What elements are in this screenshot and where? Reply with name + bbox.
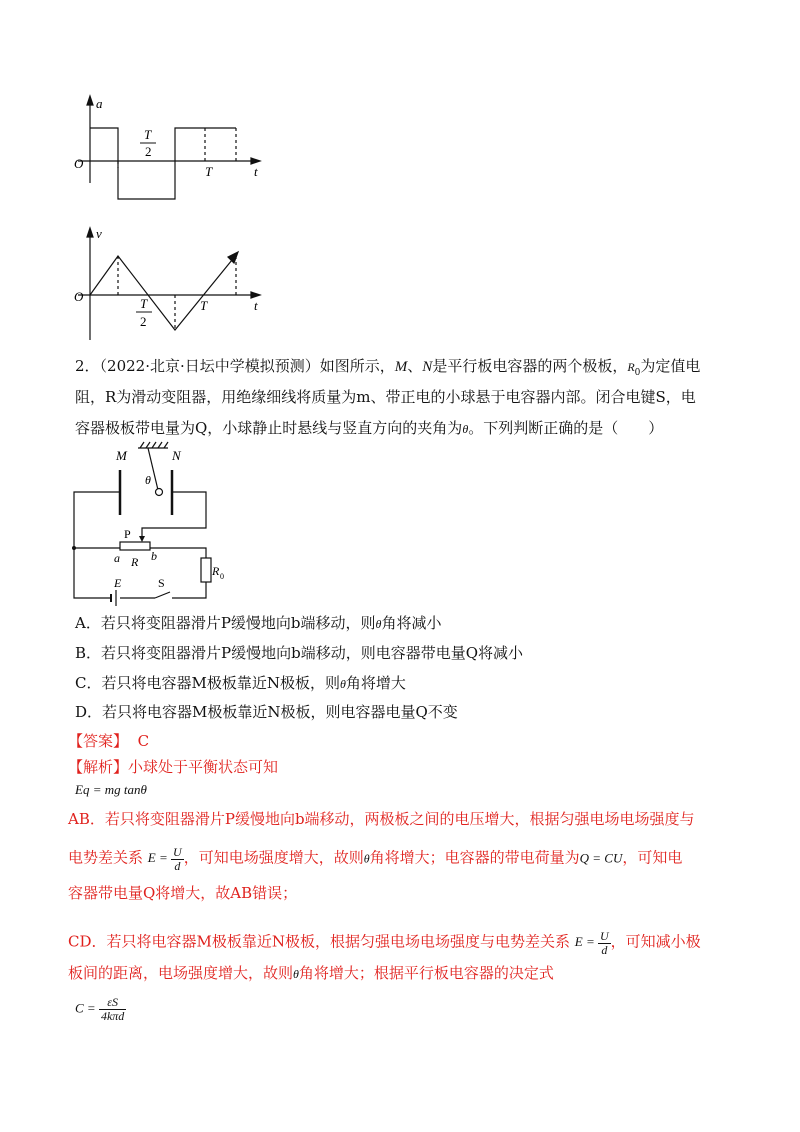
circuit-label-m: M [116,448,127,463]
half-period-den-v: 2 [140,314,147,329]
analysis-text: ，可知电 [622,848,683,867]
formula-e-u-d [147,845,184,873]
fraction-numerator: U [173,845,182,859]
theta-symbol: θ [363,851,370,866]
v-t-graph [78,228,260,340]
question-number: 2． [75,357,100,375]
analysis-cd-line-2 [68,962,554,985]
half-period-den-a: 2 [145,144,152,159]
answer-label: 【答案】 [68,732,129,750]
analysis-intro [68,756,278,778]
motion-graphs [60,88,280,348]
option-text: A．若只将变阻器滑片P缓慢地向b端移动，则 [75,614,376,632]
half-period-num-a: T [144,127,152,142]
theta-symbol: θ [339,677,346,691]
option-text: 角将减小 [381,614,442,632]
option-c [75,672,406,695]
formula-capacitance [75,996,126,1023]
analysis-text: 电势差关系 [68,848,144,867]
analysis-label: 【解析】 [68,758,129,776]
origin-label-a: O [74,156,84,171]
r0-symbol: R [627,360,635,374]
formula-e-u-d-2 [574,929,611,957]
question-line-1 [75,355,700,384]
analysis-text: 板间的距离，电场强度增大，故则 [68,964,294,982]
answer-line [68,730,149,752]
formula-q-cu: Q = CU [579,850,623,866]
circuit-label-e: E [114,576,122,590]
option-b: B．若只将变阻器滑片P缓慢地向b端移动，则电容器带电量Q将减小 [75,644,524,662]
plate-m: M [394,359,408,375]
fraction-denominator: d [601,943,608,957]
fraction [99,996,126,1023]
fraction-denominator: 4kπd [100,1009,125,1023]
theta-symbol: θ [462,422,469,436]
a-axis-label: a [96,96,103,111]
question-line-3 [75,417,663,440]
circuit-label-theta: θ [145,473,151,487]
formula-lhs: C = [75,1000,96,1016]
circuit-label-r: R [131,555,139,569]
theta-symbol: θ [375,617,382,631]
t-axis-label-a: t [254,164,258,179]
circuit-label-n: N [172,448,181,463]
circuit-label-r0-sub: 0 [220,572,224,581]
analysis-text: 小球处于平衡状态可知 [128,758,279,776]
circuit-label-p: P [124,527,131,541]
plate-n: N [422,359,433,375]
question-text: 为定值电 [640,357,701,375]
question-text: 是平行板电容器的两个极板， [432,357,628,375]
analysis-text: ，可知减小极 [610,932,701,951]
separator: 、 [407,357,423,375]
formula-lhs: E = [147,850,168,866]
fraction-numerator: εS [99,996,126,1010]
option-text: C．若只将电容器M极板靠近N极板，则 [75,674,340,692]
circuit-label-b: b [151,549,157,563]
r0-subscript: 0 [634,368,641,378]
a-t-graph [78,96,260,199]
question-line-2: 阻，R为滑动变阻器，用绝缘细线将质量为m、带正电的小球悬于电容器内部。闭合电键S，电 [75,388,696,406]
question-source: （2022·北京·日坛中学模拟预测） [99,357,320,375]
analysis-text: 角将增大；电容器的带电荷量为 [369,848,580,867]
period-label-a: T [205,164,213,179]
question-text: 如图所示， [319,357,395,375]
analysis-ab-line-2 [68,846,682,873]
half-period-num-v: T [140,296,148,311]
question-text: 。下列判断正确的是（ ） [468,419,664,437]
analysis-ab-line-1: AB．若只将变阻器滑片P缓慢地向b端移动，两极板之间的电压增大，根据匀强电场电场强度与 [68,810,695,828]
answer-value: C [137,732,150,750]
analysis-ab-line-3: 容器带电量Q将增大，故AB错误； [68,884,298,902]
circuit-diagram [60,440,240,615]
analysis-text: ，可知电场强度增大，故则 [183,848,364,867]
option-text: 角将增大 [345,674,406,692]
analysis-text: 角将增大；根据平行板电容器的决定式 [298,964,554,982]
theta-symbol: θ [293,967,299,981]
v-axis-label: v [96,226,102,241]
circuit-label-s: S [158,576,165,590]
circuit-label-r0: R [212,564,220,578]
analysis-text: CD．若只将电容器M极板靠近N极板，根据匀强电场电场强度与电势差关系 [68,932,570,951]
fraction-denominator: d [174,859,181,873]
period-label-v: T [200,298,208,313]
circuit-label-a: a [114,551,120,565]
analysis-cd-line-1 [68,930,701,957]
fraction [598,930,611,957]
formula-lhs: E = [574,934,595,950]
question-text: 容器极板带电量为Q，小球静止时悬线与竖直方向的夹角为 [75,419,463,437]
t-axis-label-v: t [254,298,258,313]
equation-eq-mg-tan: Eq = mg tanθ [75,782,147,797]
fraction [171,846,184,873]
option-d: D．若只将电容器M极板靠近N极板，则电容器电量Q不变 [75,703,458,721]
option-a [75,612,441,635]
origin-label-v: O [74,289,84,304]
fraction-numerator: U [600,929,609,943]
